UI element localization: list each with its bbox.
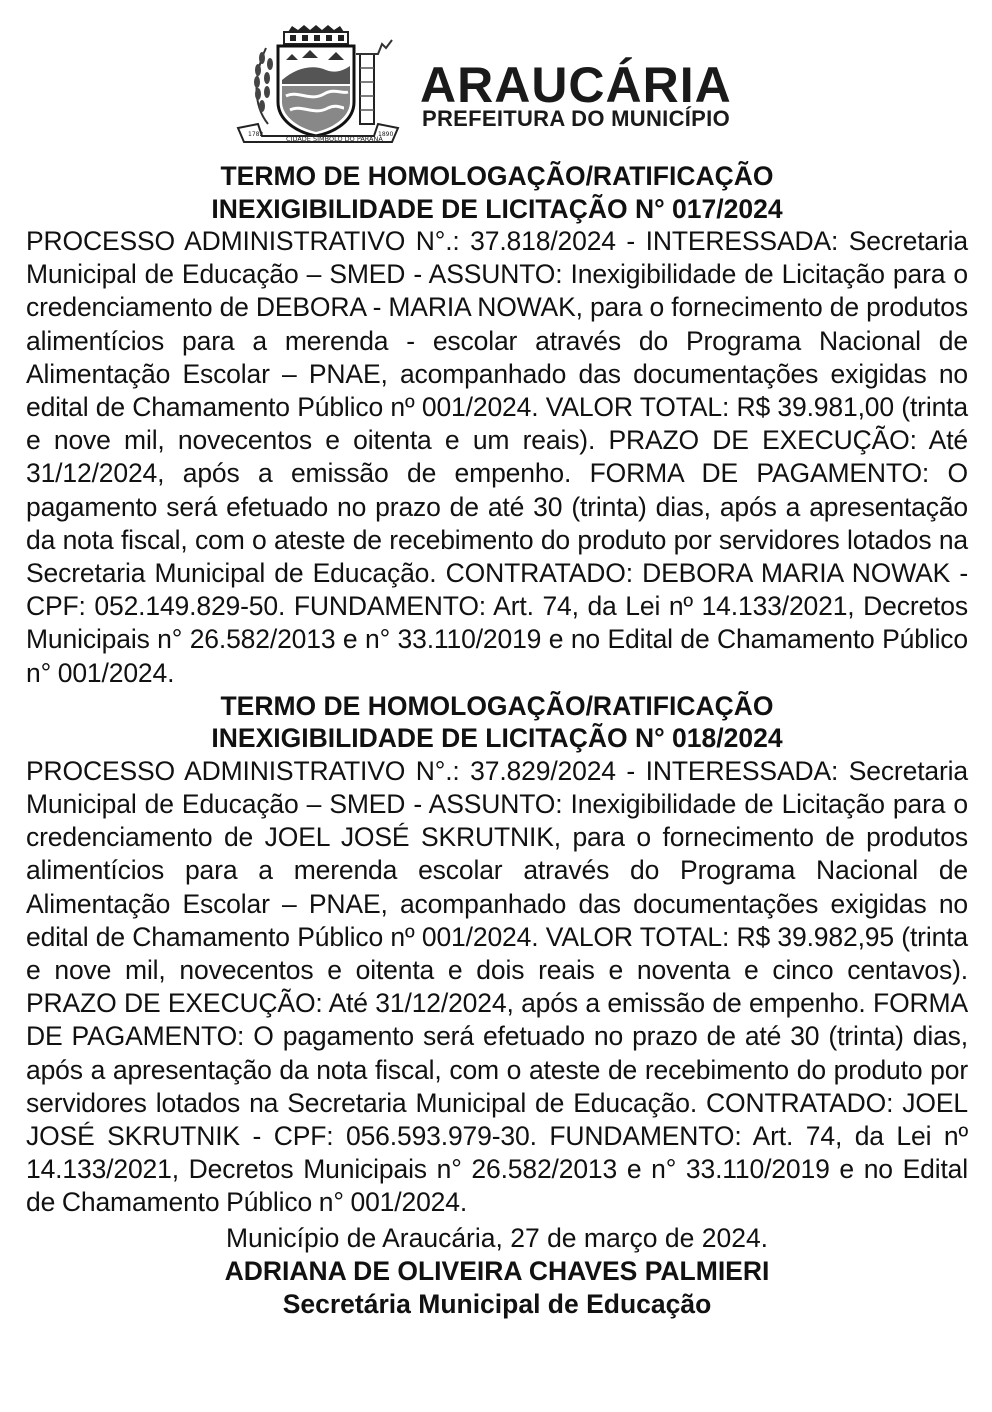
notice-body: PROCESSO ADMINISTRATIVO N°.: 37.818/2024 - INTERESSADA: Secretaria Municipal de Educação – SMED - ASSUNTO: Inexigibilidade de Licitação para o credenciamento de DEBORA - MARIA NOWAK, para o fornecimento de produtos alimentícios para a merenda - escolar através do Programa Nacional de Alimentação Escolar – PNAE, acompanhado das documentações exigidas no edital de Chamamento Público nº 001/2024. VALOR TOTAL: R$ 39.981,00 (trinta e nove mil, novecentos e oitenta e um reais). PRAZO DE EXECUÇÃO: Até 31/12/2024, após a emissão de empenho. FORMA DE PAGAMENTO: O pagamento será efetuado no prazo de até 30 (trinta) dias, após a apresentação da nota fiscal, com o ateste de recebimento do produto por servidores lotados na Secretaria Municipal de Educação. CONTRATADO: DEBORA MARIA NOWAK - CPF: 052.149.829-50. FUNDAMENTO: Art. 74, da Lei nº 14.133/2021, Decretos Municipais n° 26.582/2013 e n° 33.110/2019 e no Edital de Chamamento Público n° 001/2024. <box>26 226 968 688</box>
svg-text:1890: 1890 <box>378 131 394 138</box>
brand-subtitle: PREFEITURA DO MUNICÍPIO <box>422 106 730 131</box>
notice-018 <box>26 690 968 1220</box>
notice-subtitle: INEXIGIBILIDADE DE LICITAÇÃO N° 018/2024 <box>211 723 783 754</box>
signer-name: ADRIANA DE OLIVEIRA CHAVES PALMIERI <box>224 1255 770 1286</box>
brand-name: ARAUCÁRIA <box>420 57 732 113</box>
notice-subtitle: INEXIGIBILIDADE DE LICITAÇÃO N° 017/2024 <box>211 193 783 224</box>
publication-body <box>26 160 968 1321</box>
signer-role: Secretária Municipal de Educação <box>282 1288 712 1319</box>
notice-title: TERMO DE HOMOLOGAÇÃO/RATIFICAÇÃO <box>220 690 774 721</box>
svg-text:1782: 1782 <box>248 131 264 138</box>
notice-title: TERMO DE HOMOLOGAÇÃO/RATIFICAÇÃO <box>220 161 774 191</box>
araucaria-coat-of-arms-icon <box>232 24 404 146</box>
letterhead <box>0 18 992 148</box>
svg-text:CIDADE SÍMBOLO DO PARANÁ: CIDADE SÍMBOLO DO PARANÁ <box>286 135 383 143</box>
notice-017 <box>26 160 968 690</box>
place-date: Município de Araucária, 27 de março de 2024. <box>225 1222 769 1253</box>
notice-body: PROCESSO ADMINISTRATIVO N°.: 37.829/2024 - INTERESSADA: Secretaria Municipal de Educação – SMED - ASSUNTO: Inexigibilidade de Licitação para o credenciamento de JOEL JOSÉ SKRUTNIK, para o fornecimento de produtos alimentícios para a merenda escolar através do Programa Nacional de Alimentação Escolar – PNAE, acompanhado das documentações exigidas no edital de Chamamento Público nº 001/2024. VALOR TOTAL: R$ 39.982,95 (trinta e nove mil, novecentos e oitenta e dois reais e noventa e cinco centavos). PRAZO DE EXECUÇÃO: Até 31/12/2024, após a emissão de empenho. FORMA DE PAGAMENTO: O pagamento será efetuado no prazo de até 30 (trinta) dias, após a apresentação da nota fiscal, com o ateste de recebimento do produto por servidores lotados na Secretaria Municipal de Educação. CONTRATADO: JOEL JOSÉ SKRUTNIK - CPF: 056.593.979-30. FUNDAMENTO: Art. 74, da Lei nº 14.133/2021, Decretos Municipais n° 26.582/2013 e n° 33.110/2019 e no Edital de Chamamento Público n° 001/2024. <box>26 755 968 1218</box>
